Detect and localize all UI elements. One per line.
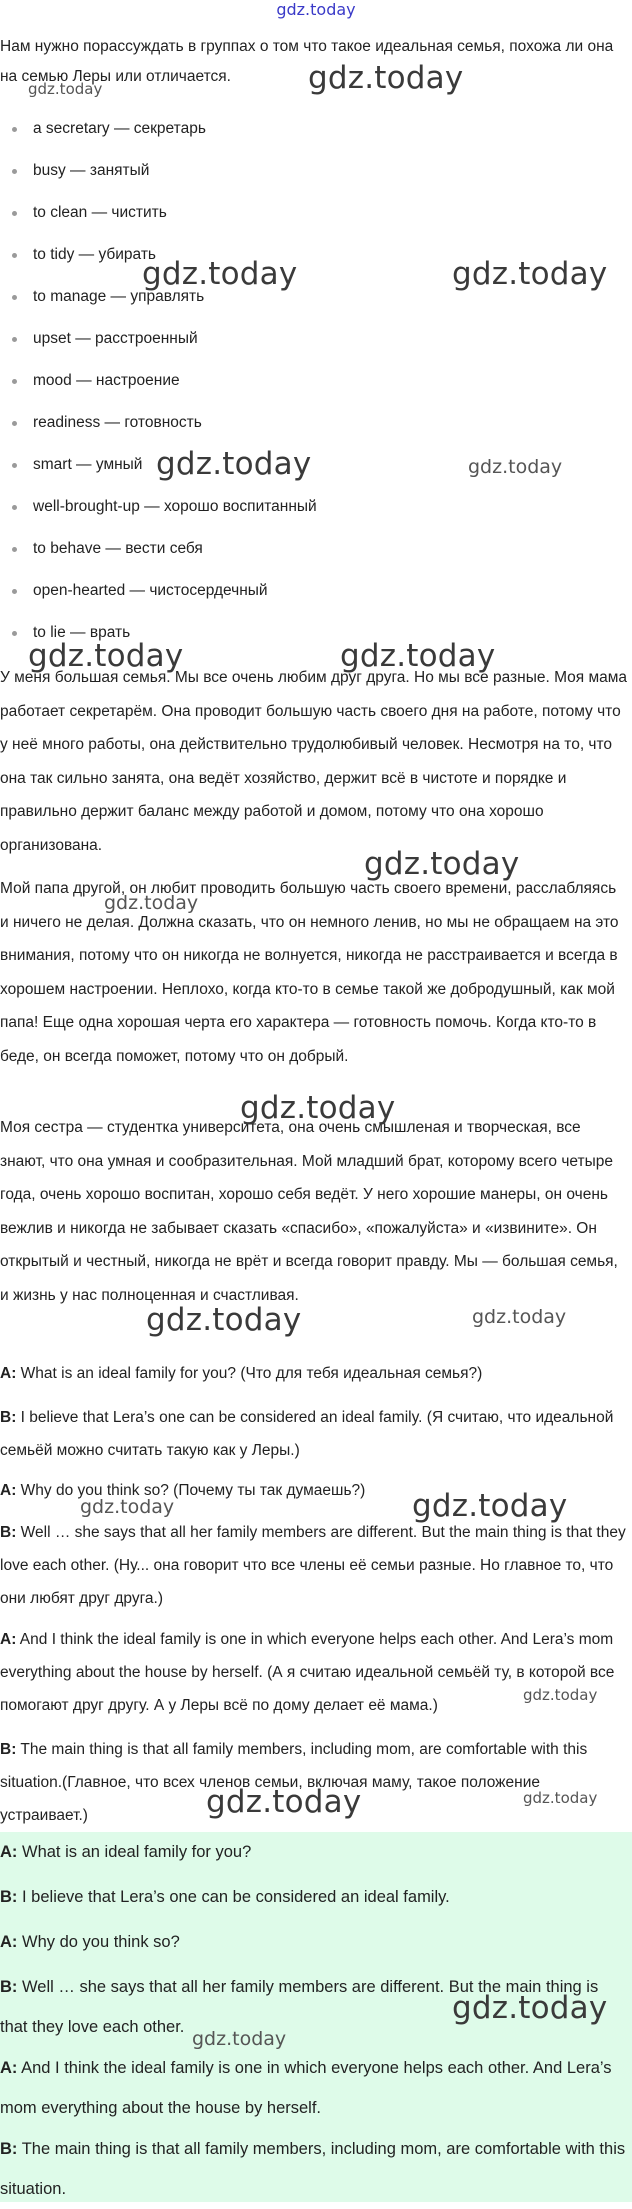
paragraph-mother: У меня большая семья. Мы все очень любим друг друга. Но мы все разные. Моя мама работает секретарём. Она проводит большую часть своего дня на работе, потому что у неё много работы, она действительно трудолюбивый человек. Несмотря на то, что она так сильно занята, она ведёт хозяйство, держит всё в чистоте и порядке и правильно держит баланс между работой и домом, потому что она хорошо организована. xyxy=(0,669,628,854)
watermark: gdz.today xyxy=(192,2028,287,2050)
dialogue-line xyxy=(0,1623,628,1722)
vocab-item: to lie — врать xyxy=(0,612,317,654)
speaker-label: A: xyxy=(0,2059,18,2077)
speaker-label: B: xyxy=(0,1524,17,1541)
vocab-item: open-hearted — чистосердечный xyxy=(0,570,317,612)
dialogue-text: Well … she says that all her family members are different. But the main thing is that they love each other. xyxy=(0,1978,599,2036)
intro-text: Нам нужно порассуждать в группах о том что такое идеальная семья, похожа ли она на семью Леры или отличается. xyxy=(0,38,614,85)
watermark: gdz.today xyxy=(468,456,563,478)
dialogue-line xyxy=(0,1357,628,1390)
english-dialogue-line xyxy=(0,1967,628,2047)
watermark: gdz.today xyxy=(472,1306,567,1328)
dialogue-text: Why do you think so? xyxy=(17,1933,180,1951)
vocab-item: busy — занятый xyxy=(0,150,317,192)
vocab-item: readiness — готовность xyxy=(0,402,317,444)
watermark: gdz.today xyxy=(28,80,103,98)
watermark: gdz.today xyxy=(142,256,298,292)
speaker-label: A: xyxy=(0,1482,17,1499)
dialogue-line xyxy=(0,1733,628,1832)
dialogue-text: I believe that Lera’s one can be considered an ideal family. (Я считаю, что идеальной семьёй можно считать такую как у Леры.) xyxy=(0,1409,614,1459)
watermark: gdz.today xyxy=(156,446,312,482)
speaker-label: B: xyxy=(0,1978,18,1996)
speaker-label: B: xyxy=(0,1409,17,1426)
dialogue-text: Why do you think so? (Почему ты так думаешь?) xyxy=(16,1482,366,1499)
paragraph-father: Мой папа другой, он любит проводить большую часть своего времени, расслабляясь и ничего не делая. Должна сказать, что он немного ленив, но мы не обращаем на это внимания, потому что он никогда не волнуется, никогда не расстраивается и всегда в хорошем настроении. Неплохо, когда кто-то в семье такой же добродушный, как мой папа! Еще одна хорошая черта его характера — готовность помочь. Когда кто-то в беде, он всегда поможет, потому что он добрый. xyxy=(0,880,619,1065)
watermark: gdz.today xyxy=(146,1302,302,1338)
dialogue-text: And I think the ideal family is one in which everyone helps each other. And Lera’s mom everything about the house by herself. (А я считаю идеальной семьёй ту, в которой все помогают друг другу. А у Леры всё по дому делает её мама.) xyxy=(0,1631,615,1714)
dialogue-text: Well … she says that all her family members are different. But the main thing is that they love each other. (Ну... она говорит что все члены её семьи разные. Но главное то, что они любят друг друга.) xyxy=(0,1524,626,1607)
watermark: gdz.today xyxy=(340,638,496,674)
english-dialogue-line xyxy=(0,1922,628,1962)
vocab-item: well-brought-up — хорошо воспитанный xyxy=(0,486,317,528)
speaker-label: A: xyxy=(0,1933,18,1951)
paragraph-siblings: Моя сестра — студентка университета, она очень смышленая и творческая, все знают, что она умная и сообразительная. Мой младший брат, которому всего четыре года, очень хорошо воспитан, хорошо себя ведёт. У него хорошие манеры, он очень вежлив и никогда не забывает сказать «спасибо», «пожалуйста» и «извините». Он открытый и честный, никогда не врёт и всегда говорит правду. Мы — большая семья, и жизнь у нас полноценная и счастливая. xyxy=(0,1119,618,1304)
watermark: gdz.today xyxy=(206,1784,362,1820)
speaker-label: B: xyxy=(0,1741,17,1758)
vocab-item: to tidy — убирать xyxy=(0,234,317,276)
dialogue-text: The main thing is that all family members, including mom, are comfortable with this situation. xyxy=(0,2140,626,2198)
vocab-item: a secretary — секретарь xyxy=(0,108,317,150)
watermark: gdz.today xyxy=(412,1488,568,1524)
english-dialogue-line xyxy=(0,2129,628,2209)
dialogue-text: What is an ideal family for you? (Что для тебя идеальная семья?) xyxy=(16,1365,483,1382)
vocab-item: upset — расстроенный xyxy=(0,318,317,360)
vocab-item: mood — настроение xyxy=(0,360,317,402)
watermark: gdz.today xyxy=(104,892,199,914)
watermark: gdz.today xyxy=(308,60,464,96)
vocab-item: to manage — управлять xyxy=(0,276,317,318)
vocabulary-list xyxy=(0,108,317,654)
speaker-label: A: xyxy=(0,1843,18,1861)
vocab-item: to clean — чистить xyxy=(0,192,317,234)
speaker-label: B: xyxy=(0,2140,18,2158)
english-dialogue-line xyxy=(0,1877,628,1917)
dialogue-line xyxy=(0,1401,628,1467)
top-watermark: gdz.today xyxy=(276,0,356,19)
speaker-label: A: xyxy=(0,1365,17,1382)
speaker-label: B: xyxy=(0,1888,18,1906)
watermark: gdz.today xyxy=(452,256,608,292)
english-dialogue-line xyxy=(0,1832,628,1872)
dialogue-line xyxy=(0,1474,628,1507)
english-dialogue-line xyxy=(0,2048,628,2128)
dialogue-text: And I think the ideal family is one in which everyone helps each other. And Lera’s mom everything about the house by herself. xyxy=(0,2059,612,2117)
watermark: gdz.today xyxy=(80,1496,175,1518)
watermark: gdz.today xyxy=(240,1090,396,1126)
dialogue-line xyxy=(0,1516,628,1615)
dialogue-text: I believe that Lera’s one can be considered an ideal family. xyxy=(17,1888,450,1906)
watermark: gdz.today xyxy=(523,1686,598,1704)
watermark: gdz.today xyxy=(364,846,520,882)
speaker-label: A: xyxy=(0,1631,17,1648)
vocab-item: to behave — вести себя xyxy=(0,528,317,570)
vocab-item: smart — умный xyxy=(0,444,317,486)
dialogue-text: The main thing is that all family members, including mom, are comfortable with this situation.(Главное, что всех членов семьи, включая маму, такое положение устраивает.) xyxy=(0,1741,588,1824)
watermark: gdz.today xyxy=(523,1789,598,1807)
watermark: gdz.today xyxy=(28,638,184,674)
dialogue-text: What is an ideal family for you? xyxy=(17,1843,252,1861)
watermark: gdz.today xyxy=(452,1990,608,2026)
